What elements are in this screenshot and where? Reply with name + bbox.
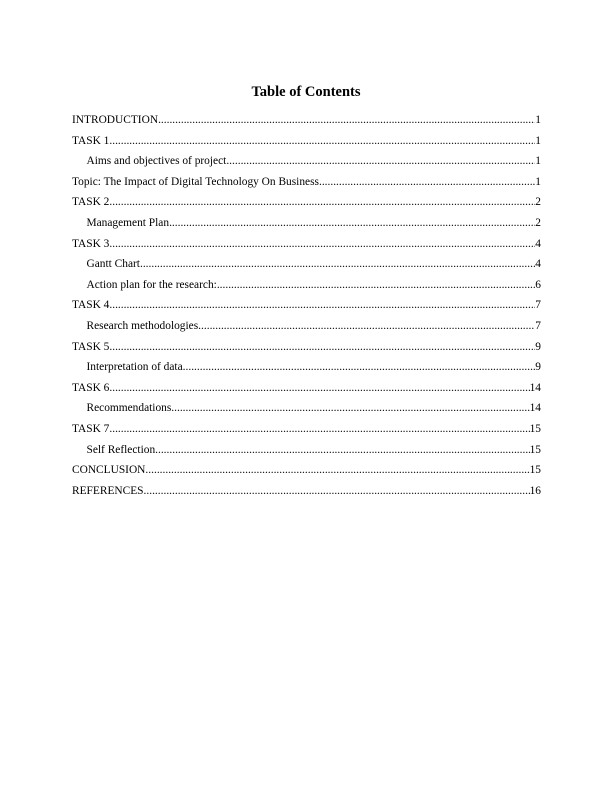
toc-entry-text: Aims and objectives of project <box>86 155 227 168</box>
toc-dot-leader <box>171 401 529 415</box>
toc-entry[interactable] <box>72 257 541 278</box>
toc-entry-text: TASK 7 <box>72 422 110 435</box>
toc-dot-leader <box>158 113 535 127</box>
toc-dot-leader <box>144 484 530 498</box>
toc-dot-leader <box>169 216 535 230</box>
toc-entry[interactable] <box>72 175 541 196</box>
toc-entry-text: TASK 1 <box>72 134 110 147</box>
toc-entry[interactable] <box>72 443 541 464</box>
toc-dot-leader <box>226 154 535 168</box>
toc-entry-text: Recommendations <box>86 402 172 415</box>
toc-entry-text: TASK 4 <box>72 299 110 312</box>
toc-dot-leader <box>155 443 529 457</box>
toc-page-number: 4 <box>535 258 541 271</box>
toc-page-number: 14 <box>529 381 541 394</box>
toc-entry-text: INTRODUCTION <box>72 114 159 126</box>
toc-entry-text: CONCLUSION <box>72 464 146 477</box>
toc-page-number: 4 <box>535 237 541 250</box>
toc-dot-leader <box>140 257 535 271</box>
toc-entry[interactable] <box>72 360 541 381</box>
toc-dot-leader <box>145 463 529 477</box>
toc-dot-leader <box>198 319 535 333</box>
toc-page-number: 9 <box>535 361 541 374</box>
toc-entry-text: Self Reflection <box>86 443 156 456</box>
toc-page-number: 1 <box>535 175 541 188</box>
toc-page-number: 15 <box>529 464 541 477</box>
toc-page-number: 16 <box>529 484 541 497</box>
toc-entry[interactable] <box>72 237 541 258</box>
toc-entry[interactable] <box>72 113 541 134</box>
toc-title: Table of Contents <box>251 84 361 100</box>
toc-entry[interactable] <box>72 401 541 422</box>
toc-dot-leader <box>109 134 535 148</box>
toc-dot-leader <box>109 381 529 395</box>
toc-entry[interactable] <box>72 216 541 237</box>
toc-entry-text: Interpretation of data <box>86 361 183 374</box>
toc-entry-text: TASK 5 <box>72 340 110 353</box>
toc-page-number: 1 <box>535 155 541 168</box>
toc-dot-leader <box>109 340 535 354</box>
toc-entry-text: TASK 2 <box>72 196 110 209</box>
toc-entry-text: REFERENCES <box>72 484 144 497</box>
toc-list <box>72 113 541 504</box>
toc-dot-leader <box>319 175 535 189</box>
toc-entry[interactable] <box>72 340 541 361</box>
toc-entry[interactable] <box>72 298 541 319</box>
toc-entry[interactable] <box>72 422 541 443</box>
toc-page-number: 1 <box>535 114 541 126</box>
toc-page-number: 15 <box>529 422 541 435</box>
toc-dot-leader <box>183 360 536 374</box>
toc-page-number: 1 <box>535 134 541 147</box>
toc-dot-leader <box>217 278 535 292</box>
toc-entry-text: Topic: The Impact of Digital Technology On Business <box>72 175 319 188</box>
toc-entry[interactable] <box>72 134 541 155</box>
toc-entry[interactable] <box>72 484 541 505</box>
toc-page-number: 15 <box>529 443 541 456</box>
toc-entry-text: Action plan for the research: <box>86 278 217 291</box>
toc-entry-text: Management Plan <box>86 216 170 229</box>
toc-entry[interactable] <box>72 278 541 299</box>
toc-entry[interactable] <box>72 463 541 484</box>
toc-page-number: 2 <box>535 196 541 209</box>
toc-page-number: 2 <box>535 216 541 229</box>
toc-page-number: 14 <box>529 402 541 415</box>
toc-dot-leader <box>109 195 535 209</box>
toc-entry[interactable] <box>72 195 541 216</box>
toc-entry[interactable] <box>72 381 541 402</box>
toc-entry-text: TASK 3 <box>72 237 110 250</box>
toc-page-number: 7 <box>535 299 541 312</box>
toc-page-number: 9 <box>535 340 541 353</box>
toc-entry[interactable] <box>72 319 541 340</box>
toc-page-number: 7 <box>535 319 541 332</box>
toc-entry[interactable] <box>72 154 541 175</box>
toc-dot-leader <box>109 298 535 312</box>
toc-entry-text: Research methodologies <box>86 319 199 332</box>
toc-dot-leader <box>109 422 529 436</box>
toc-dot-leader <box>109 237 535 251</box>
toc-entry-text: TASK 6 <box>72 381 110 394</box>
toc-page-number: 6 <box>535 278 541 291</box>
toc-entry-text: Gantt Chart <box>86 258 140 271</box>
